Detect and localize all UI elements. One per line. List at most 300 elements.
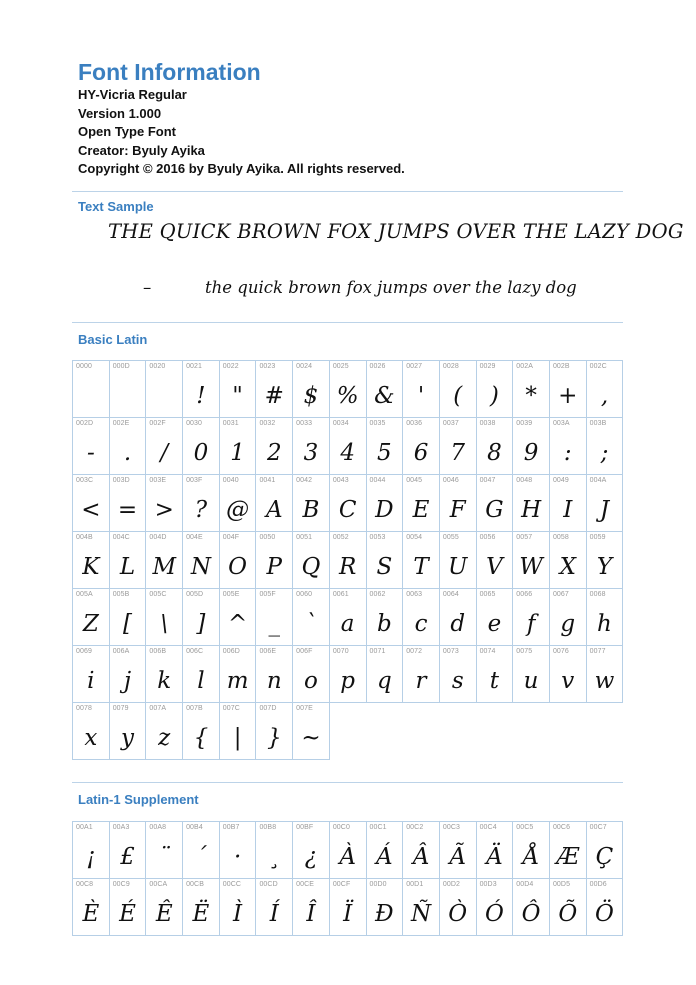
glyph-cell: [293, 361, 330, 418]
glyph-code: 0052: [332, 534, 349, 541]
glyph-cell: [403, 361, 440, 418]
glyph-cell: [110, 822, 147, 879]
sample-dash: –: [143, 278, 152, 297]
glyph-code: 000D: [112, 363, 130, 370]
glyph-char: K: [82, 554, 100, 580]
glyph-char: Ð: [375, 901, 394, 927]
glyph-code: 006B: [149, 648, 167, 655]
glyph-cell: [293, 589, 330, 646]
page-title: Font Information: [78, 59, 261, 85]
glyph-char: T: [413, 554, 429, 580]
glyph-code: 0068: [589, 591, 606, 598]
glyph-cell: [146, 589, 183, 646]
glyph-cell: [293, 703, 330, 760]
glyph-code: 0050: [259, 534, 276, 541]
glyph-char: L: [119, 554, 136, 580]
glyph-char: H: [521, 497, 542, 523]
glyph-cell: [440, 361, 477, 418]
glyph-cell: [440, 475, 477, 532]
glyph-code: 006D: [222, 648, 240, 655]
glyph-code: 0040: [222, 477, 239, 484]
glyph-code: 0041: [259, 477, 276, 484]
glyph-code: 0046: [442, 477, 459, 484]
glyph-char: D: [375, 497, 394, 523]
glyph-cell: [256, 879, 293, 936]
glyph-char: ;: [600, 440, 609, 466]
glyph-char: Y: [596, 554, 613, 580]
glyph-code: 0051: [296, 534, 313, 541]
glyph-cell: [293, 646, 330, 703]
glyph-cell: [587, 475, 624, 532]
glyph-char: #: [264, 383, 284, 409]
glyph-char: Ã: [449, 844, 467, 870]
glyph-code: 005C: [149, 591, 167, 598]
glyph-cell: [110, 361, 147, 418]
glyph-cell: [256, 646, 293, 703]
glyph-code: 0031: [222, 420, 239, 427]
glyph-char: %: [336, 383, 359, 409]
glyph-cell: [367, 361, 404, 418]
glyph-char: Ö: [595, 901, 614, 927]
glyph-code: 005A: [76, 591, 93, 598]
glyph-code: 0062: [369, 591, 386, 598]
glyph-code: 006F: [296, 648, 313, 655]
glyph-code: 0038: [479, 420, 496, 427]
glyph-row: [73, 532, 623, 589]
glyph-cell: [220, 822, 257, 879]
glyph-char: p: [340, 668, 356, 694]
glyph-cell: [220, 703, 257, 760]
glyph-code: 0042: [296, 477, 313, 484]
glyph-cell: [440, 589, 477, 646]
glyph-char: $: [303, 383, 319, 409]
glyph-code: 002A: [516, 363, 533, 370]
glyph-char: [: [123, 611, 133, 637]
glyph-code: 0067: [552, 591, 569, 598]
glyph-cell: [220, 646, 257, 703]
glyph-code: 007E: [296, 705, 313, 712]
glyph-cell: [513, 475, 550, 532]
glyph-cell: [550, 589, 587, 646]
glyph-char: J: [599, 497, 610, 523]
glyph-code: 003C: [76, 477, 94, 484]
glyph-cell: [110, 703, 147, 760]
glyph-cell: [367, 532, 404, 589]
glyph-char: 2: [266, 440, 282, 466]
glyph-char: Æ: [556, 844, 580, 870]
glyph-cell: [367, 879, 404, 936]
glyph-cell: [513, 532, 550, 589]
glyph-char: Å: [522, 844, 540, 870]
glyph-code: 0071: [369, 648, 386, 655]
glyph-cell: [183, 589, 220, 646]
glyph-code: 007B: [186, 705, 203, 712]
glyph-char: U: [448, 554, 468, 580]
text-sample-lowercase: the quick brown fox jumps over the lazy dog: [205, 278, 577, 297]
font-name: HY-Vicria Regular: [78, 87, 187, 102]
glyph-code: 0074: [479, 648, 496, 655]
glyph-char: V: [486, 554, 503, 580]
glyph-char: ": [232, 383, 243, 409]
glyph-char: h: [597, 611, 612, 637]
glyph-char: Z: [82, 611, 99, 637]
glyph-row: [73, 646, 623, 703]
glyph-char: É: [119, 901, 136, 927]
glyph-code: 005B: [112, 591, 130, 598]
glyph-cell: [73, 822, 110, 879]
glyph-char: Q: [301, 554, 321, 580]
glyph-char: ¿: [304, 844, 318, 870]
glyph-cell: [330, 589, 367, 646]
glyph-cell: [550, 361, 587, 418]
glyph-cell: [513, 361, 550, 418]
glyph-code: 006E: [259, 648, 277, 655]
glyph-char: !: [196, 383, 206, 409]
glyph-cell: [477, 646, 514, 703]
glyph-cell: [367, 822, 404, 879]
glyph-char: z: [158, 725, 171, 751]
glyph-row: [73, 361, 623, 418]
font-copyright: Copyright © 2016 by Byuly Ayika. All rights reserved.: [78, 161, 405, 177]
glyph-code: 002E: [112, 420, 130, 427]
glyph-cell: [403, 879, 440, 936]
glyph-char: Ò: [448, 901, 468, 927]
glyph-cell: [73, 646, 110, 703]
glyph-char: *: [525, 383, 537, 409]
glyph-cell: [367, 475, 404, 532]
glyph-cell: [587, 589, 624, 646]
glyph-code: 0079: [112, 705, 129, 712]
glyph-code: 0021: [186, 363, 203, 370]
glyph-cell: [256, 589, 293, 646]
glyph-cell: [146, 646, 183, 703]
glyph-cell: [587, 822, 624, 879]
glyph-cell: [146, 475, 183, 532]
glyph-code: 0020: [149, 363, 166, 370]
glyph-cell: [183, 361, 220, 418]
glyph-char: A: [265, 497, 283, 523]
glyph-cell: [146, 703, 183, 760]
glyph-char: Ó: [484, 901, 504, 927]
glyph-char: ]: [196, 611, 206, 637]
glyph-code: 003D: [112, 477, 130, 484]
glyph-code: 004C: [112, 534, 130, 541]
glyph-cell: [110, 589, 147, 646]
glyph-char: Ä: [486, 844, 503, 870]
glyph-char: l: [197, 668, 205, 694]
glyph-char: w: [594, 668, 615, 694]
glyph-code: 004A: [589, 477, 607, 484]
latin1-heading: Latin-1 Supplement: [78, 792, 199, 807]
glyph-cell: [440, 822, 477, 879]
glyph-code: 007C: [222, 705, 240, 712]
glyph-char: 5: [377, 440, 392, 466]
glyph-code: 0030: [186, 420, 203, 427]
glyph-cell: [183, 822, 220, 879]
glyph-code: 0057: [516, 534, 533, 541]
glyph-cell: [367, 418, 404, 475]
glyph-char: :: [563, 440, 572, 466]
glyph-cell: [293, 418, 330, 475]
glyph-code: 00D1: [406, 881, 424, 888]
glyph-code: 002F: [149, 420, 166, 427]
glyph-char: I: [563, 497, 573, 523]
glyph-cell: [146, 879, 183, 936]
glyph-code: 005F: [259, 591, 276, 598]
glyph-code: 0049: [552, 477, 569, 484]
glyph-char: Ê: [155, 901, 173, 927]
glyph-cell: [477, 532, 514, 589]
divider: [72, 322, 623, 323]
glyph-code: 0037: [442, 420, 459, 427]
glyph-cell: [256, 418, 293, 475]
glyph-code: 002C: [589, 363, 607, 370]
glyph-char: @: [226, 497, 250, 523]
glyph-code: 00CA: [149, 881, 168, 888]
glyph-char: 8: [487, 440, 502, 466]
glyph-char: 3: [303, 440, 319, 466]
glyph-code: 0032: [259, 420, 276, 427]
glyph-code: 00A8: [149, 824, 167, 831]
glyph-char: s: [451, 668, 464, 694]
glyph-code: 0063: [406, 591, 423, 598]
glyph-code: 0059: [589, 534, 606, 541]
text-sample-lowercase-line: [143, 278, 577, 297]
glyph-char: È: [82, 901, 100, 927]
glyph-char: ´: [195, 844, 207, 870]
glyph-char: \: [160, 611, 169, 637]
glyph-code: 00B8: [259, 824, 277, 831]
glyph-cell: [550, 646, 587, 703]
glyph-cell: [440, 879, 477, 936]
basic-latin-grid: [72, 360, 623, 760]
glyph-cell: [73, 418, 110, 475]
glyph-char: S: [376, 554, 393, 580]
glyph-code: 00C7: [589, 824, 607, 831]
glyph-cell: [403, 822, 440, 879]
glyph-code: 00BF: [296, 824, 314, 831]
glyph-cell: [440, 532, 477, 589]
glyph-cell: [110, 879, 147, 936]
glyph-cell: [477, 589, 514, 646]
glyph-code: 0056: [479, 534, 496, 541]
glyph-code: 00D6: [589, 881, 607, 888]
glyph-cell: [146, 532, 183, 589]
glyph-code: 0064: [442, 591, 459, 598]
glyph-char: 9: [523, 440, 539, 466]
glyph-cell: [183, 475, 220, 532]
glyph-cell: [477, 822, 514, 879]
glyph-char: i: [87, 668, 95, 694]
glyph-cell: [183, 532, 220, 589]
glyph-cell: [587, 646, 624, 703]
glyph-code: 00CF: [332, 881, 351, 888]
glyph-cell: [73, 361, 110, 418]
text-sample-uppercase: THE QUICK BROWN FOX JUMPS OVER THE LAZY DOG: [108, 220, 684, 243]
glyph-cell: [513, 589, 550, 646]
glyph-code: 00D2: [442, 881, 461, 888]
glyph-cell: [330, 532, 367, 589]
glyph-char: 6: [413, 440, 429, 466]
glyph-char: .: [123, 440, 132, 466]
glyph-char: Ô: [521, 901, 541, 927]
glyph-code: 002B: [552, 363, 570, 370]
glyph-char: e: [487, 611, 502, 637]
glyph-char: k: [157, 668, 172, 694]
glyph-code: 003E: [149, 477, 167, 484]
glyph-char: ¨: [158, 844, 170, 870]
glyph-char: Î: [306, 901, 316, 927]
glyph-code: 00CE: [296, 881, 315, 888]
glyph-char: _: [268, 611, 281, 637]
glyph-cell: [146, 418, 183, 475]
glyph-cell: [183, 646, 220, 703]
glyph-char: m: [226, 668, 249, 694]
glyph-code: 004D: [149, 534, 167, 541]
glyph-code: 005E: [222, 591, 240, 598]
glyph-char: R: [338, 554, 357, 580]
glyph-code: 0058: [552, 534, 569, 541]
glyph-char: 7: [450, 440, 466, 466]
glyph-code: 0039: [516, 420, 533, 427]
glyph-code: 0077: [589, 648, 606, 655]
glyph-row: [73, 703, 623, 760]
glyph-code: 00C1: [369, 824, 387, 831]
glyph-char: £: [120, 844, 135, 870]
glyph-char: v: [561, 668, 575, 694]
glyph-char: Ì: [233, 901, 243, 927]
glyph-char: ): [489, 383, 499, 409]
glyph-code: 0069: [76, 648, 92, 655]
glyph-code: 0072: [406, 648, 423, 655]
glyph-char: x: [84, 725, 98, 751]
glyph-cell: [330, 418, 367, 475]
glyph-cell: [587, 879, 624, 936]
latin1-grid: [72, 821, 623, 936]
font-creator: Creator: Byuly Ayika: [78, 142, 205, 158]
glyph-code: 0028: [442, 363, 459, 370]
glyph-code: 0061: [332, 591, 349, 598]
glyph-code: 00A3: [112, 824, 130, 831]
glyph-cell: [73, 532, 110, 589]
glyph-cell: [220, 418, 257, 475]
glyph-char: {: [193, 725, 209, 751]
glyph-code: 0075: [516, 648, 533, 655]
glyph-char: ¡: [86, 844, 96, 870]
glyph-code: 00C9: [112, 881, 130, 888]
glyph-code: 00C8: [76, 881, 94, 888]
glyph-code: 0033: [296, 420, 313, 427]
glyph-cell: [110, 475, 147, 532]
glyph-code: 0053: [369, 534, 386, 541]
glyph-row: [73, 418, 623, 475]
glyph-code: 003F: [186, 477, 203, 484]
glyph-code: 0065: [479, 591, 496, 598]
glyph-code: 0022: [222, 363, 239, 370]
glyph-code: 0036: [406, 420, 423, 427]
glyph-code: 003B: [589, 420, 607, 427]
glyph-char: +: [558, 383, 578, 409]
glyph-char: C: [338, 497, 357, 523]
glyph-code: 004E: [186, 534, 203, 541]
glyph-cell: [256, 475, 293, 532]
glyph-char: Í: [269, 901, 279, 927]
glyph-cell: [477, 475, 514, 532]
glyph-char: Á: [376, 844, 393, 870]
glyph-cell: [477, 879, 514, 936]
glyph-code: 0078: [76, 705, 92, 712]
glyph-code: 007D: [259, 705, 277, 712]
glyph-code: 0026: [369, 363, 386, 370]
glyph-char: o: [304, 668, 318, 694]
glyph-cell: [220, 361, 257, 418]
glyph-char: W: [519, 554, 543, 580]
glyph-code: 00D5: [552, 881, 571, 888]
glyph-code: 00C2: [406, 824, 424, 831]
glyph-char: (: [453, 383, 463, 409]
glyph-cell: [550, 532, 587, 589]
glyph-row: [73, 822, 623, 879]
glyph-code: 0066: [516, 591, 533, 598]
glyph-cell: [293, 532, 330, 589]
glyph-char: 4: [340, 440, 355, 466]
glyph-char: }: [266, 725, 282, 751]
glyph-code: 0076: [552, 648, 569, 655]
glyph-char: b: [376, 611, 392, 637]
text-sample-heading: Text Sample: [78, 199, 154, 214]
glyph-code: 00D3: [479, 881, 497, 888]
glyph-char: Â: [412, 844, 430, 870]
glyph-char: ,: [600, 383, 609, 409]
glyph-code: 0034: [332, 420, 349, 427]
glyph-char: À: [339, 844, 356, 870]
glyph-char: t: [489, 668, 500, 694]
glyph-cell: [220, 589, 257, 646]
glyph-code: 0035: [369, 420, 386, 427]
glyph-char: Ë: [192, 901, 210, 927]
glyph-cell: [403, 589, 440, 646]
glyph-cell: [183, 418, 220, 475]
glyph-cell: [183, 879, 220, 936]
glyph-code: 002D: [76, 420, 94, 427]
glyph-char: E: [412, 497, 430, 523]
glyph-cell: [293, 879, 330, 936]
basic-latin-heading: Basic Latin: [78, 332, 148, 347]
glyph-row: [73, 475, 623, 532]
glyph-code: 0024: [296, 363, 313, 370]
glyph-cell: [293, 475, 330, 532]
glyph-char: P: [266, 554, 283, 580]
glyph-cell: [256, 532, 293, 589]
glyph-cell: [330, 646, 367, 703]
glyph-code: 0027: [406, 363, 423, 370]
glyph-cell: [73, 879, 110, 936]
glyph-code: 00D4: [516, 881, 534, 888]
glyph-cell: [73, 475, 110, 532]
glyph-code: 0048: [516, 477, 533, 484]
glyph-cell: [110, 646, 147, 703]
glyph-char: a: [340, 611, 355, 637]
glyph-cell: [256, 703, 293, 760]
glyph-char: |: [233, 725, 242, 751]
glyph-code: 004F: [222, 534, 240, 541]
glyph-char: ·: [233, 844, 242, 870]
glyph-cell: [513, 822, 550, 879]
glyph-char: 0: [193, 440, 209, 466]
glyph-char: ?: [194, 497, 208, 523]
glyph-code: 004B: [76, 534, 93, 541]
glyph-char: 1: [230, 440, 245, 466]
